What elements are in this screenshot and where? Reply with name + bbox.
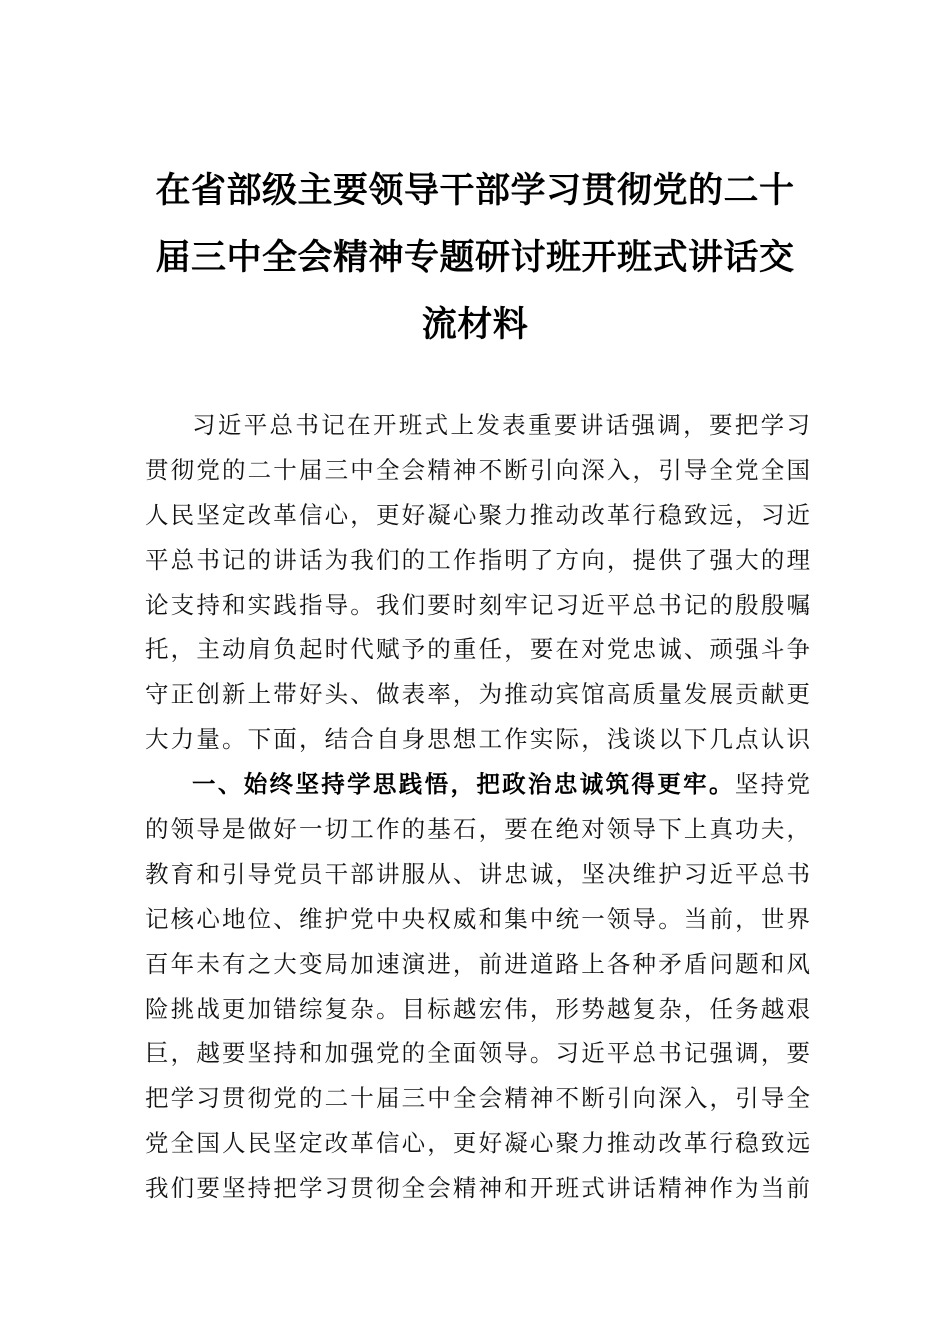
paragraph-line: 贯彻党的二十届三中全会精神不断引向深入，引导全党全国: [145, 455, 810, 484]
paragraph-line: 托，主动肩负起时代赋予的重任，要在对党忠诚、顽强斗争: [145, 635, 810, 664]
section-heading-line: [145, 762, 810, 807]
paragraph-line: 把学习贯彻党的二十届三中全会精神不断引向深入，引导全: [145, 1084, 810, 1113]
paragraph-line: 平总书记的讲话为我们的工作指明了方向，提供了强大的理: [145, 545, 810, 574]
section-1: [145, 762, 810, 1211]
paragraph-line: 百年未有之大变局加速演进，前进道路上各种矛盾问题和风: [145, 949, 810, 978]
section-first-line-rest: 坚持党: [734, 770, 810, 799]
paragraph-line: 教育和引导党员干部讲服从、讲忠诚，坚决维护习近平总书: [145, 859, 810, 888]
paragraph-line: 人民坚定改革信心，更好凝心聚力推动改革行稳致远，习近: [145, 500, 810, 529]
title-line-1: 在省部级主要领导干部学习贯彻党的二十: [155, 171, 795, 211]
paragraph-line: 党全国人民坚定改革信心，更好凝心聚力推动改革行稳致远: [145, 1129, 810, 1158]
title-line-2: 届三中全会精神专题研讨班开班式讲话交: [155, 238, 795, 278]
paragraph-line: 守正创新上带好头、做表率，为推动宾馆高质量发展贡献更: [145, 680, 810, 709]
paragraph-line: 险挑战更加错综复杂。目标越宏伟，形势越复杂，任务越艰: [145, 994, 810, 1023]
paragraph-line: 我们要坚持把学习贯彻全会精神和开班式讲话精神作为当前: [145, 1174, 810, 1203]
document-body: [145, 403, 810, 1211]
section-heading: 一、始终坚持学思践悟，把政治忠诚筑得更牢。: [192, 770, 735, 799]
paragraph-line: 论支持和实践指导。我们要时刻牢记习近平总书记的殷殷嘱: [145, 590, 810, 619]
title-line-3: 流材料: [421, 305, 529, 345]
paragraph-line: 巨，越要坚持和加强党的全面领导。习近平总书记强调，要: [145, 1039, 810, 1068]
paragraph-line: 习近平总书记在开班式上发表重要讲话强调，要把学习: [192, 411, 810, 439]
paragraph-line: 记核心地位、维护党中央权威和集中统一领导。当前，世界: [145, 904, 810, 933]
document-title: [150, 158, 800, 359]
paragraph-intro: [145, 403, 810, 762]
paragraph-line: 的领导是做好一切工作的基石，要在绝对领导下上真功夫，: [145, 815, 810, 844]
paragraph-line: 大力量。下面，结合自身思想工作实际，浅谈以下几点认识: [145, 725, 810, 754]
